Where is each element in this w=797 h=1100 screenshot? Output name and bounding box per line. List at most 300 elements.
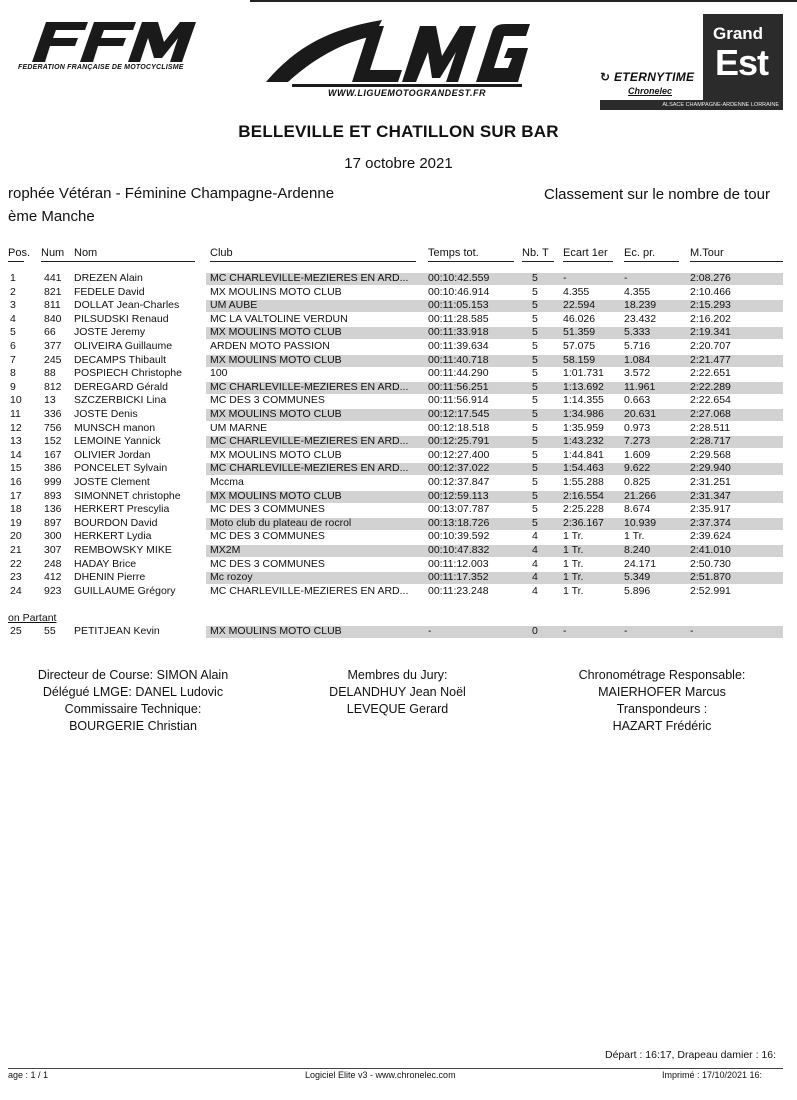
table-row [0, 558, 797, 572]
cell-nbt: 5 [532, 489, 538, 502]
cell-mtour: 2:39.624 [690, 530, 731, 543]
cell-pos: 20 [10, 530, 22, 543]
cell-nom: OLIVEIRA Guillaume [74, 340, 173, 352]
cell-ecpr: 1.084 [624, 353, 651, 366]
cell-club: Moto club du plateau de rocrol [210, 516, 352, 529]
lmge-url: WWW.LIGUEMOTOGRANDEST.FR [328, 88, 486, 98]
cell-nom: PONCELET Sylvain [74, 462, 168, 475]
cell-pos: 5 [10, 326, 16, 339]
cell-num: 377 [44, 340, 62, 352]
table-row [0, 367, 797, 381]
cell-nbt: 5 [532, 408, 538, 420]
cell-ecart1: 1:35.959 [563, 421, 604, 434]
cell-ecart1: 1 Tr. [563, 544, 584, 556]
cell-ecart1: - [563, 272, 567, 284]
cell-num: 66 [44, 326, 56, 339]
header-underline [210, 261, 416, 262]
cell-pos: 6 [10, 340, 16, 352]
cell-club: MC CHARLEVILLE-MEZIERES EN ARD... [210, 435, 409, 448]
timing-line: HAZART Frédéric [612, 719, 712, 733]
eternytime-logo [600, 70, 694, 84]
cell-num: 13 [44, 394, 56, 407]
cell-ecart1: 1:01.731 [563, 367, 604, 380]
cell-ecart1: 2:36.167 [563, 516, 604, 529]
cell-nom: DEREGARD Gérald [74, 380, 168, 393]
cell-num: 893 [44, 489, 62, 502]
cell-pos: 10 [10, 394, 22, 407]
cell-pos: 25 [10, 625, 22, 637]
cell-ecart1: 51.359 [563, 326, 596, 339]
cell-nbt: 4 [532, 530, 538, 543]
cell-nbt: 5 [532, 476, 538, 488]
cell-temps: 00:12:27.400 [428, 448, 490, 461]
cell-club: UM MARNE [210, 421, 268, 434]
cell-ecpr: 5.349 [624, 571, 651, 584]
official-line: Directeur de Course: SIMON Alain [37, 668, 229, 682]
cell-ecpr: 9.622 [624, 462, 651, 475]
cell-pos: 13 [10, 435, 22, 448]
cell-num: 756 [44, 421, 62, 434]
table-row [0, 313, 797, 327]
cell-mtour: 2:28.717 [690, 435, 731, 448]
header-underline [624, 261, 679, 262]
event-title: BELLEVILLE ET CHATILLON SUR BAR [238, 122, 559, 141]
category-title: rophée Vétéran - Féminine Champagne-Ardenne [8, 185, 335, 202]
cell-nbt: 5 [532, 312, 538, 325]
cell-club: Mc rozoy [210, 571, 253, 584]
cell-ecpr: - [624, 272, 628, 284]
cell-mtour: 2:35.917 [690, 503, 731, 516]
cell-club: MC DES 3 COMMUNES [210, 557, 325, 570]
cell-club: MC CHARLEVILLE-MEZIERES EN ARD... [210, 584, 409, 597]
cell-num: 923 [44, 584, 62, 597]
eternytime-icon: ↻ [600, 70, 614, 84]
cell-num: 167 [44, 448, 62, 461]
cell-temps: 00:12:17.545 [428, 408, 490, 420]
cell-ecart1: 58.159 [563, 353, 596, 366]
top-rule [250, 0, 797, 2]
table-row [0, 340, 797, 354]
jury-line: LEVEQUE Gerard [346, 702, 449, 716]
cell-ecart1: 1:13.692 [563, 380, 604, 393]
cell-nom: SZCZERBICKI Lina [74, 394, 167, 407]
cell-mtour: 2:29.568 [690, 448, 731, 461]
col-header-nbt: Nb. T [522, 247, 549, 259]
cell-ecpr: 5.333 [624, 326, 651, 339]
eternytime-text: ETERNYTIME [614, 70, 695, 84]
cell-nbt: 5 [532, 367, 538, 380]
page-number: age : 1 / 1 [8, 1070, 49, 1080]
table-row [0, 299, 797, 313]
cell-club: 100 [210, 367, 228, 380]
cell-club: MX MOULINS MOTO CLUB [210, 489, 342, 502]
cell-mtour: 2:20.707 [690, 340, 731, 352]
cell-club: MX MOULINS MOTO CLUB [210, 353, 342, 366]
grand-est-logo [703, 14, 783, 100]
printed-date: Imprimé : 17/10/2021 16: [662, 1070, 763, 1080]
table-row [0, 381, 797, 395]
jury-line: Membres du Jury: [347, 668, 448, 682]
cell-nbt: 5 [532, 299, 538, 312]
cell-mtour: 2:29.940 [690, 462, 731, 475]
cell-mtour: 2:22.289 [690, 380, 731, 393]
table-row [0, 476, 797, 490]
cell-club: Mccma [210, 476, 244, 488]
cell-nom: REMBOWSKY MIKE [74, 544, 172, 556]
cell-temps: 00:11:17.352 [428, 571, 489, 584]
cell-num: 386 [44, 462, 62, 475]
cell-num: 897 [44, 516, 62, 529]
col-header-nom: Nom [74, 247, 98, 259]
cell-temps: 00:11:56.251 [428, 380, 489, 393]
classification-type: Classement sur le nombre de tour [544, 186, 770, 203]
cell-nbt: 4 [532, 544, 538, 556]
cell-nom: HERKERT Prescylia [74, 503, 170, 516]
grand-est-line1: Grand [713, 24, 764, 43]
cell-pos: 14 [10, 448, 22, 461]
cell-ecart1: 1:44.841 [563, 448, 604, 461]
cell-club: MC DES 3 COMMUNES [210, 530, 325, 543]
cell-pos: 17 [10, 489, 22, 502]
jury-line: DELANDHUY Jean Noël [329, 685, 466, 699]
cell-ecart1: 57.075 [563, 340, 596, 352]
cell-num: 811 [44, 299, 61, 312]
cell-ecart1: 46.026 [563, 312, 596, 325]
cell-ecpr: 0.663 [624, 394, 651, 407]
cell-nom: HERKERT Lydia [74, 530, 152, 543]
cell-mtour: 2:21.477 [690, 353, 731, 366]
cell-nom: DREZEN Alain [74, 272, 143, 284]
cell-num: 999 [44, 476, 62, 488]
cell-nbt: 4 [532, 571, 538, 584]
cell-nbt: 5 [532, 516, 538, 529]
table-row [0, 422, 797, 436]
cell-mtour: 2:10.466 [690, 285, 731, 298]
cell-nbt: 0 [532, 625, 538, 637]
footer-rule [8, 1068, 783, 1069]
header-underline [8, 261, 24, 262]
table-row [0, 354, 797, 368]
cell-pos: 24 [10, 584, 22, 597]
cell-temps: 00:12:37.847 [428, 476, 490, 488]
cell-nbt: 5 [532, 353, 538, 366]
cell-nbt: 5 [532, 272, 538, 284]
col-header-ecpr: Ec. pr. [624, 247, 656, 259]
cell-nbt: 5 [532, 340, 538, 352]
cell-temps: 00:12:37.022 [428, 462, 490, 475]
cell-club: ARDEN MOTO PASSION [210, 340, 330, 352]
cell-num: 300 [44, 530, 62, 543]
cell-ecpr: 4.355 [624, 285, 651, 298]
cell-nbt: 5 [532, 394, 538, 407]
event-date: 17 octobre 2021 [344, 155, 453, 172]
table-row [0, 585, 797, 599]
cell-num: 441 [44, 272, 62, 284]
cell-mtour: 2:51.870 [690, 571, 731, 584]
timing-line: MAIERHOFER Marcus [598, 685, 726, 699]
cell-ecpr: - [624, 625, 628, 637]
cell-ecpr: 5.896 [624, 584, 651, 597]
lmge-logo [262, 12, 542, 92]
software-credit: Logiciel Elite v3 - www.chronelec.com [305, 1070, 456, 1080]
cell-nbt: 5 [532, 326, 538, 339]
cell-nom: DOLLAT Jean-Charles [74, 299, 180, 312]
cell-ecpr: 24.171 [624, 557, 657, 570]
depart-info: Départ : 16:17, Drapeau damier : 16: [605, 1049, 777, 1061]
cell-pos: 7 [10, 353, 16, 366]
cell-ecpr: 3.572 [624, 367, 651, 380]
cell-temps: 00:11:56.914 [428, 394, 489, 407]
cell-num: 136 [44, 503, 62, 516]
cell-club: MC LA VALTOLINE VERDUN [210, 312, 348, 325]
table-row [0, 625, 797, 639]
cell-num: 307 [44, 544, 62, 556]
cell-nom: JOSTE Denis [74, 408, 138, 420]
cell-temps: 00:10:47.832 [428, 544, 490, 556]
header-underline [41, 261, 195, 262]
table-row [0, 571, 797, 585]
col-header-temps: Temps tot. [428, 247, 479, 259]
cell-nom: SIMONNET christophe [74, 489, 181, 502]
cell-num: 412 [44, 571, 62, 584]
cell-nom: PILSUDSKI Renaud [74, 312, 169, 325]
cell-pos: 21 [10, 544, 22, 556]
cell-temps: 00:10:46.914 [428, 285, 490, 298]
cell-club: MX MOULINS MOTO CLUB [210, 448, 342, 461]
cell-num: 152 [44, 435, 62, 448]
cell-nbt: 5 [532, 448, 538, 461]
header-underline [428, 261, 514, 262]
cell-ecart1: 1 Tr. [563, 557, 584, 570]
cell-ecpr: 8.674 [624, 503, 651, 516]
cell-temps: 00:11:28.585 [428, 312, 489, 325]
cell-ecpr: 0.825 [624, 476, 651, 488]
cell-ecart1: 4.355 [563, 285, 590, 298]
cell-temps: 00:12:25.791 [428, 435, 490, 448]
cell-temps: 00:11:40.718 [428, 353, 489, 366]
table-row [0, 326, 797, 340]
cell-nom: JOSTE Clement [74, 476, 150, 488]
grand-est-regions: ALSACE CHAMPAGNE-ARDENNE LORRAINE [600, 100, 783, 110]
cell-nom: POSPIECH Christophe [74, 367, 182, 380]
table-row [0, 503, 797, 517]
cell-mtour: 2:37.374 [690, 516, 731, 529]
cell-temps: 00:13:18.726 [428, 516, 490, 529]
officials-column [8, 667, 258, 735]
cell-mtour: 2:22.651 [690, 367, 731, 380]
cell-club: MX2M [210, 544, 241, 556]
official-line: BOURGERIE Christian [69, 719, 197, 733]
cell-nom: JOSTE Jeremy [74, 326, 146, 339]
cell-ecpr: 5.716 [624, 340, 651, 352]
cell-temps: 00:11:44.290 [428, 367, 489, 380]
cell-ecart1: 2:25.228 [563, 503, 604, 516]
timing-line: Transpondeurs : [616, 702, 708, 716]
official-line: Délégué LMGE: DANEL Ludovic [42, 685, 224, 699]
cell-temps: 00:10:42.559 [428, 272, 490, 284]
cell-pos: 12 [10, 421, 22, 434]
table-row [0, 286, 797, 300]
cell-nbt: 5 [532, 503, 538, 516]
cell-mtour: 2:27.068 [690, 408, 731, 420]
cell-ecpr: 20.631 [624, 408, 657, 420]
cell-nom: PETITJEAN Kevin [74, 625, 160, 637]
cell-mtour: 2:31.251 [690, 476, 731, 488]
cell-ecart1: - [563, 625, 567, 637]
cell-nbt: 5 [532, 285, 538, 298]
cell-ecpr: 8.240 [624, 544, 651, 556]
cell-club: MC CHARLEVILLE-MEZIERES EN ARD... [210, 380, 409, 393]
cell-ecpr: 7.273 [624, 435, 651, 448]
cell-ecart1: 1:14.355 [563, 394, 604, 407]
cell-pos: 8 [10, 367, 16, 380]
official-line: Commissaire Technique: [64, 702, 202, 716]
cell-mtour: 2:41.010 [690, 544, 731, 556]
timing-line: Chronométrage Responsable: [578, 668, 746, 682]
cell-ecart1: 1 Tr. [563, 530, 584, 543]
cell-club: MC CHARLEVILLE-MEZIERES EN ARD... [210, 272, 409, 284]
table-row [0, 394, 797, 408]
cell-mtour: 2:15.293 [690, 299, 731, 312]
cell-nom: OLIVIER Jordan [74, 448, 151, 461]
cell-ecart1: 1:43.232 [563, 435, 604, 448]
cell-temps: - [428, 625, 432, 637]
cell-num: 88 [44, 367, 56, 380]
manche-label: ème Manche [8, 208, 95, 225]
cell-club: MC DES 3 COMMUNES [210, 394, 325, 407]
cell-num: 812 [44, 380, 62, 393]
cell-ecpr: 10.939 [624, 516, 657, 529]
timing-column [552, 667, 772, 735]
cell-pos: 4 [10, 312, 16, 325]
cell-mtour: 2:19.341 [690, 326, 731, 339]
cell-num: 248 [44, 557, 62, 570]
cell-ecart1: 22.594 [563, 299, 596, 312]
cell-num: 245 [44, 353, 62, 366]
cell-ecart1: 1:54.463 [563, 462, 604, 475]
table-row [0, 490, 797, 504]
cell-ecpr: 0.973 [624, 421, 651, 434]
cell-mtour: 2:31.347 [690, 489, 731, 502]
cell-pos: 23 [10, 571, 22, 584]
cell-club: MC DES 3 COMMUNES [210, 503, 325, 516]
cell-pos: 9 [10, 380, 16, 393]
cell-temps: 00:11:39.634 [428, 340, 489, 352]
cell-ecpr: 18.239 [624, 299, 657, 312]
cell-club: MX MOULINS MOTO CLUB [210, 285, 342, 298]
cell-ecart1: 1:55.288 [563, 476, 604, 488]
header-underline [522, 261, 554, 262]
cell-ecpr: 1 Tr. [624, 530, 645, 543]
table-row [0, 462, 797, 476]
cell-nbt: 4 [532, 557, 538, 570]
cell-nbt: 5 [532, 421, 538, 434]
cell-nom: DECAMPS Thibault [74, 353, 167, 366]
cell-pos: 19 [10, 516, 22, 529]
cell-ecpr: 11.961 [624, 380, 656, 393]
header-underline [563, 261, 613, 262]
cell-temps: 00:11:05.153 [428, 299, 489, 312]
cell-temps: 00:10:39.592 [428, 530, 490, 543]
cell-ecart1: 2:16.554 [563, 489, 604, 502]
cell-club: MX MOULINS MOTO CLUB [210, 625, 342, 637]
col-header-club: Club [210, 247, 233, 259]
chronelec-logo: Chronelec [628, 86, 673, 96]
jury-column [290, 667, 505, 718]
cell-club: MX MOULINS MOTO CLUB [210, 326, 342, 339]
col-header-num: Num [41, 247, 65, 259]
cell-nom: HADAY Brice [74, 557, 137, 570]
cell-pos: 22 [10, 557, 22, 570]
table-row [0, 530, 797, 544]
cell-num: 821 [44, 285, 62, 298]
cell-ecart1: 1:34.986 [563, 408, 604, 420]
cell-pos: 1 [10, 272, 16, 284]
cell-temps: 00:13:07.787 [428, 503, 490, 516]
cell-club: UM AUBE [210, 299, 258, 312]
col-header-mtour: M.Tour [690, 247, 724, 259]
cell-mtour: - [690, 625, 694, 637]
cell-nbt: 5 [532, 380, 538, 393]
non-partant-label: on Partant [8, 612, 57, 624]
cell-mtour: 2:28.511 [690, 421, 731, 434]
cell-pos: 2 [10, 285, 16, 298]
cell-pos: 15 [10, 462, 22, 475]
col-header-pos: Pos. [8, 247, 31, 259]
table-row [0, 517, 797, 531]
cell-pos: 18 [10, 503, 22, 516]
cell-temps: 00:11:23.248 [428, 584, 489, 597]
ffm-subtitle: FEDERATION FRANÇAISE DE MOTOCYCLISME [18, 64, 184, 71]
header-underline [690, 261, 783, 262]
table-row [0, 408, 797, 422]
cell-temps: 00:12:59.113 [428, 489, 489, 502]
cell-nbt: 5 [532, 435, 538, 448]
cell-nbt: 5 [532, 462, 538, 475]
cell-ecpr: 23.432 [624, 312, 657, 325]
table-row [0, 544, 797, 558]
cell-nom: FEDELE David [74, 285, 145, 298]
cell-ecart1: 1 Tr. [563, 584, 584, 597]
cell-pos: 11 [10, 408, 21, 420]
cell-mtour: 2:50.730 [690, 557, 731, 570]
cell-temps: 00:12:18.518 [428, 421, 490, 434]
cell-num: 55 [44, 625, 56, 637]
cell-mtour: 2:52.991 [690, 584, 731, 597]
cell-nom: MUNSCH manon [74, 421, 156, 434]
cell-ecpr: 1.609 [624, 448, 651, 461]
cell-pos: 16 [10, 476, 22, 488]
cell-nom: LEMOINE Yannick [74, 435, 161, 448]
col-header-ecart1: Ecart 1er [563, 247, 608, 259]
cell-nom: GUILLAUME Grégory [74, 584, 176, 597]
cell-num: 336 [44, 408, 62, 420]
cell-ecart1: 1 Tr. [563, 571, 584, 584]
table-row [0, 449, 797, 463]
grand-est-line2: Est [715, 42, 769, 83]
table-row [0, 272, 797, 286]
cell-num: 840 [44, 312, 62, 325]
cell-ecpr: 21.266 [624, 489, 657, 502]
cell-mtour: 2:22.654 [690, 394, 731, 407]
cell-pos: 3 [10, 299, 16, 312]
cell-mtour: 2:08.276 [690, 272, 731, 284]
cell-temps: 00:11:33.918 [428, 326, 489, 339]
cell-nom: DHENIN Pierre [74, 571, 146, 584]
cell-club: MC CHARLEVILLE-MEZIERES EN ARD... [210, 462, 409, 475]
cell-nom: BOURDON David [74, 516, 158, 529]
cell-temps: 00:11:12.003 [428, 557, 489, 570]
